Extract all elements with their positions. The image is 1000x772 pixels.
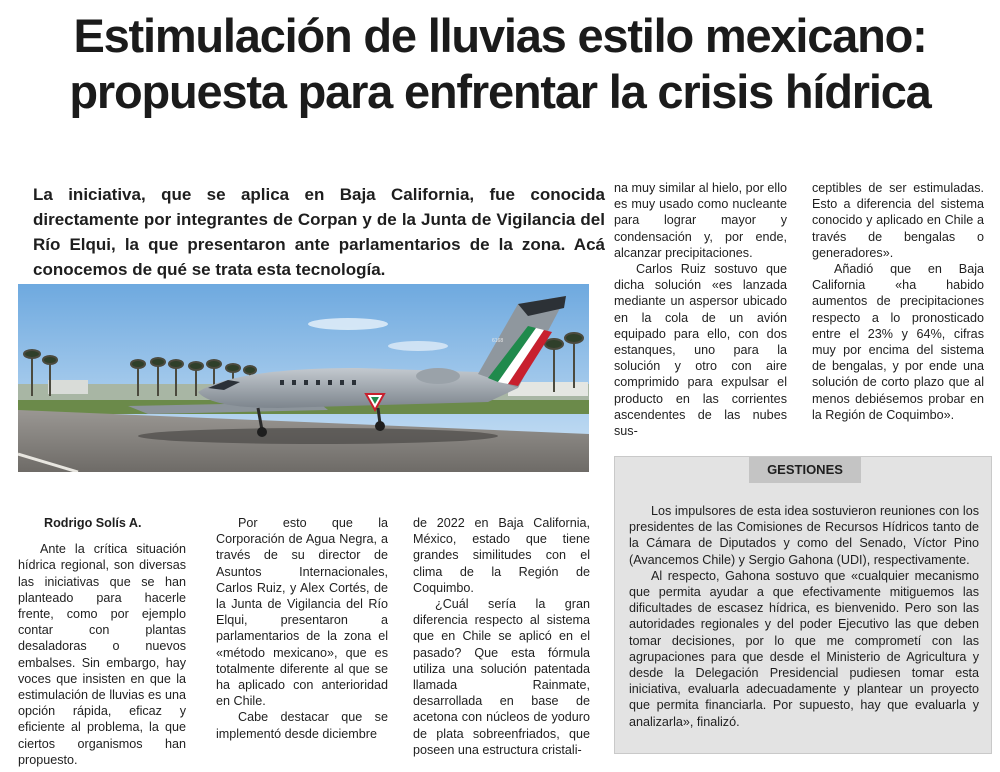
headline-line-2: propuesta para enfrentar la crisis hídrica [69,65,931,118]
column-1-paragraph: Ante la crítica situación hídrica regional, son diversas las iniciativas que se han planteado para hacerle frente, como por ejemplo contar con plantas desaladoras o nuevos embalses. Sin embargo, hay voces que insisten en que la estimulación de lluvias es una opción rápida, eficaz y eficiente al problema, la que ciertos organismos han propuesto. [18,542,186,767]
column-2-paragraph-2: Cabe destacar que se implementó desde diciembre [216,710,388,741]
sidebar-paragraph-2: Al respecto, Gahona sostuvo que «cualquier mecanismo que permita ayudar a que efectivamente mitiguemos las dificultades de escasez hídrica, es bienvenido. Pero son las autoridades regionales y del poder Ejecutivo las que deben tomar decisiones, por lo que me comprometí con las agrupaciones para que desde el Ministerio de Agricultura y desde la Delegación Presidencial pudiesen tomar esta iniciativa, evaluarla adecuadamente y plantear un proyecto que permita financiarla. Por supuesto, hay que evaluarla y analizarla», finalizó. [629,568,979,729]
article-column-5 [812,180,984,423]
article-column-4 [614,180,787,439]
column-5-paragraph-1: ceptibles de ser estimuladas. Esto a diferencia del sistema conocido y aplicado en Chile a través de bengalas o generadores». [812,181,984,260]
article-column-1 [18,515,186,768]
sidebar-title: GESTIONES [749,457,861,483]
column-3-paragraph-2: ¿Cuál sería la gran diferencia respecto al sistema que en Chile se aplicó en el pasado? Que esta fórmula utiliza una solución patentada llamada Rainmate, desarrollada en base de acetona con núcleos de yoduro de plata sobreenfriados, que poseen una estructura cristali- [413,597,590,757]
article-headline [0,8,1000,120]
column-4-paragraph-1: na muy similar al hielo, por ello es muy usado como nucleante para lograr mayor y condensación y, por ende, alcanzar precipitaciones. [614,181,787,260]
column-4-paragraph-2: Carlos Ruiz sostuvo que dicha solución «es lanzada mediante un aspersor ubicado en la cola de un avión equipado para ello, con dos estanques, uno para la solución y otro con aire comprimido para expulsar el producto en las corrientes ascendentes de las nubes sus- [614,262,787,439]
byline: Rodrigo Solís A. [44,516,142,530]
airplane-photo-illustration [18,284,589,472]
column-2-paragraph-1: Por esto que la Corporación de Agua Negra, a través de su director de Asuntos Internacionales, Carlos Ruiz, y Alex Cortés, de la Junta de Vigilancia del Río Elqui, presentaron a parlamentarios de la zona el «método mexicano», que es totalmente diferente al que se ha aplicado con anterioridad en Chile. [216,516,388,709]
column-3-paragraph-1: de 2022 en Baja California, México, estado que tiene grandes similitudes con el clima de la Región de Coquimbo. [413,516,590,595]
headline-line-1: Estimulación de lluvias estilo mexicano: [73,9,927,62]
column-5-paragraph-2: Añadió que en Baja California «ha habido aumentos de precipitaciones respecto a lo pronosticado entre el 23% y 64%, cifras muy por encima del sistema de bengalas, y por ende una solución de corto plazo que al menos debiésemos probar en la Región de Coquimbo». [812,262,984,422]
article-lead: La iniciativa, que se aplica en Baja California, fue conocida directamente por integrantes de Corpan y de la Junta de Vigilancia del Río Elqui, la que presentaron ante parlamentarios de la zona. Acá conocemos de qué se trata esta tecnología. [33,185,605,279]
sidebar-body [629,503,979,730]
sidebar-paragraph-1: Los impulsores de esta idea sostuvieron reuniones con los presidentes de las Comisiones de Recursos Hídricos tanto de la Cámara de Diputados y como del Senado, Víctor Pino (Avancemos Chile) y Sergio Gahona (UDI), respectivamente. [629,504,979,567]
tail-code: 6168 [492,338,504,344]
sidebar-box [614,456,992,754]
article-column-3 [413,515,590,758]
article-column-2 [216,515,388,742]
article-photo [18,284,589,472]
